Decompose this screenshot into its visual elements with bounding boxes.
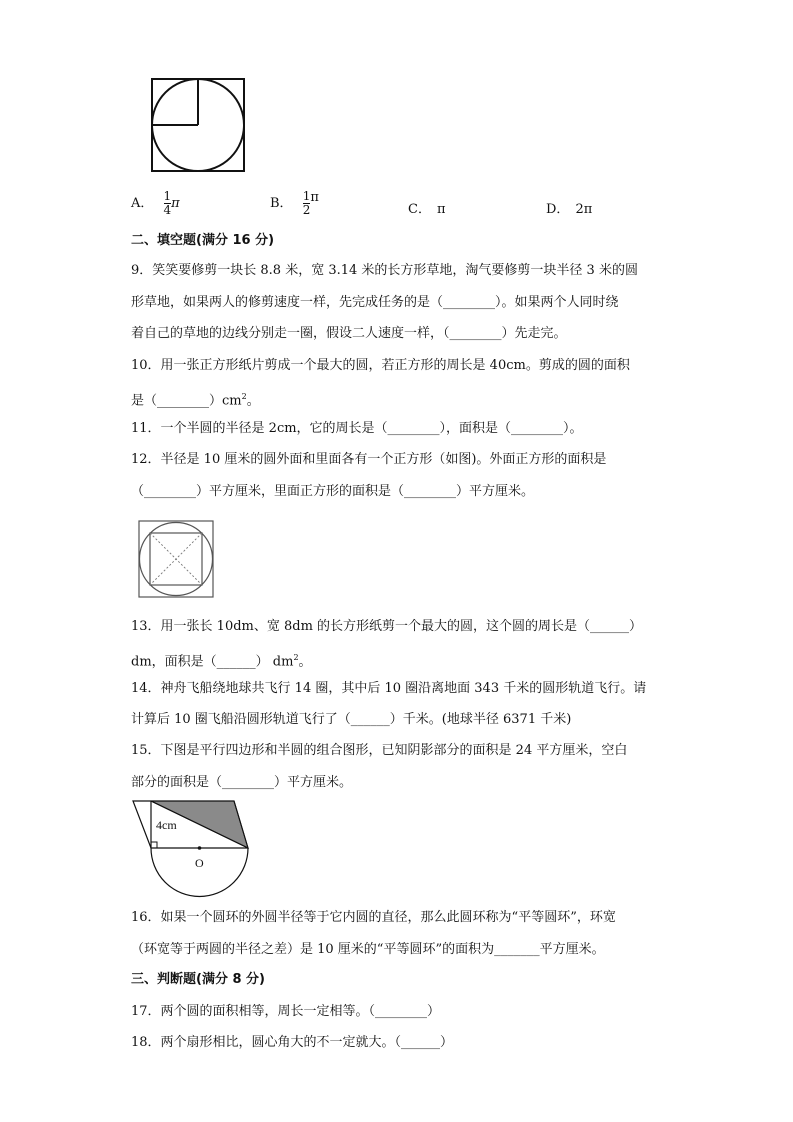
question-14-line-1: 14．神舟飞船绕地球共飞行 14 圈，其中后 10 圈沿离地面 343 千米的圆形轨道飞行。请 xyxy=(131,681,647,696)
question-18-line-1: 18．两个扇形相比，圆心角大的不一定就大。（______） xyxy=(131,1035,454,1050)
question-10-end: 。 xyxy=(246,393,260,409)
option-d-coefficient: 2 xyxy=(575,202,584,217)
figure-label-center: O xyxy=(195,856,204,870)
question-13-line-1: 13．用一张长 10dm、宽 8dm 的长方形纸剪一个最大的圆，这个圆的周长是（______） xyxy=(131,619,643,634)
figure-parallelogram-semicircle xyxy=(130,798,252,902)
question-10-text: 是（________）cm xyxy=(131,393,242,409)
question-9-line-3: 着自己的草地的边线分别走一圈，假设二人速度一样，（________）先走完。 xyxy=(131,326,567,341)
question-10-line-1: 10．用一张正方形纸片剪成一个最大的圆，若正方形的周长是 40cm。剪成的圆的面积 xyxy=(131,358,630,373)
figure-label-height: 4cm xyxy=(156,818,177,832)
option-a-pi: π xyxy=(171,196,180,211)
option-b-denominator: 2 xyxy=(302,203,311,217)
question-15-line-1: 15．下图是平行四边形和半圆的组合图形，已知阴影部分的面积是 24 平方厘米，空白 xyxy=(131,743,628,758)
option-c xyxy=(408,198,446,217)
option-c-pi: π xyxy=(436,202,446,217)
section-fill-blank-title: 二、填空题(满分 16 分) xyxy=(131,233,275,248)
question-16-line-2: （环宽等于两圆的半径之差）是 10 厘米的“平等圆环”的面积为_______平方厘米。 xyxy=(131,942,605,957)
question-13-text: dm，面积是（______） dm xyxy=(131,654,294,670)
option-d-label: D． xyxy=(546,202,570,217)
figure-squares-and-circle xyxy=(138,520,214,598)
option-a-label: A． xyxy=(131,196,154,211)
question-9-line-1: 9．笑笑要修剪一块长 8.8 米，宽 3.14 米的长方形草地，淘气要修剪一块半径 3 米的圆 xyxy=(131,263,638,278)
question-10-line-2 xyxy=(131,387,260,411)
option-b-numerator: 1 xyxy=(302,189,311,203)
question-12-line-2: （________）平方厘米，里面正方形的面积是（________）平方厘米。 xyxy=(131,484,535,499)
question-10-unit-exponent: 2 xyxy=(241,392,247,401)
question-14-line-2: 计算后 10 圈飞船沿圆形轨道飞行了（______）千米。(地球半径 6371 千米) xyxy=(131,712,572,727)
option-a-denominator: 4 xyxy=(163,203,172,217)
question-11-line-1: 11．一个半圆的半径是 2cm，它的周长是（________），面积是（________）。 xyxy=(131,421,583,436)
option-c-label: C． xyxy=(408,202,431,217)
question-12-line-1: 12．半径是 10 厘米的圆外面和里面各有一个正方形（如图)。外面正方形的面积是 xyxy=(131,452,607,467)
option-a xyxy=(131,190,180,217)
option-d-pi: π xyxy=(583,202,593,217)
option-d xyxy=(546,198,592,217)
question-9-line-2: 形草地，如果两人的修剪速度一样，先完成任务的是（________）。如果两个人同时绕 xyxy=(131,295,619,310)
question-13-line-2 xyxy=(131,648,312,672)
question-16-line-1: 16．如果一个圆环的外圆半径等于它内圆的直径，那么此圆环称为“平等圆环”，环宽 xyxy=(131,910,616,925)
option-b xyxy=(270,190,319,217)
question-13-end: 。 xyxy=(298,654,312,670)
option-b-pi: π xyxy=(310,190,319,205)
section-judgment-title: 三、判断题(满分 8 分) xyxy=(131,972,265,987)
question-15-line-2: 部分的面积是（________）平方厘米。 xyxy=(131,775,353,790)
figure-circle-in-square xyxy=(150,77,247,174)
option-a-numerator: 1 xyxy=(163,189,172,203)
option-b-label: B． xyxy=(270,196,293,211)
question-13-unit-exponent: 2 xyxy=(293,653,299,662)
question-17-line-1: 17．两个圆的面积相等，周长一定相等。（________） xyxy=(131,1004,441,1019)
